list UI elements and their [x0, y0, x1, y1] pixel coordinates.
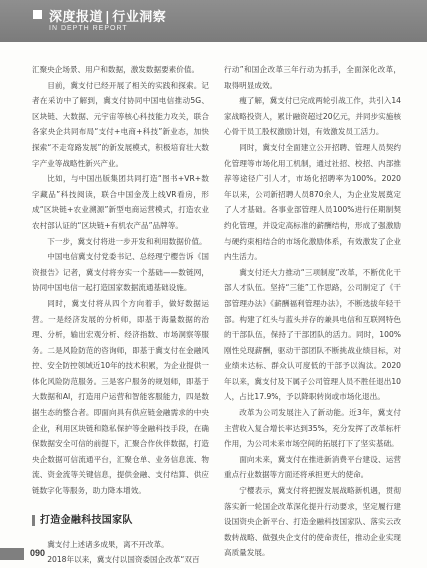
- paragraph: 宁樱表示，冀支付将把握发展战略新机遇，贯彻落实新一轮国企改革深化提升行动要求，坚定履行建设国资央企新平台、打造金融科技国家队、落实云改数转战略、做强央企支付的使命责任，推动企业实现高质量发展。: [224, 486, 401, 558]
- header-square-icon: [33, 10, 42, 19]
- header-subtitle: IN DEPTH REPORT: [49, 25, 128, 32]
- header-band: [0, 0, 427, 42]
- footer-square-icon: [0, 548, 24, 560]
- paragraph: 冀支付还大力推动“三项制度”改革，不断优化干部人才队伍。坚持“三能”工作思路，公司制定了《干部管理办法》《薪酬福利管理办法》，不断选拔年轻干部。构建了红头与蓝头并存的兼具电信和互联网特色的干部队伍，保持了干部团队的活力。同时，100%刚性兑现薪酬，驱动干部团队不断挑战业绩目标，对业绩未达标、群众认可度低的干部予以淘汰。2020年以来，冀支付及下属子公司管理人员不胜任退出10人，占比17.9%，予以降职转岗或市场化退出。: [224, 267, 401, 402]
- footer: [0, 546, 427, 566]
- page-number: 090: [30, 548, 46, 558]
- section-marker-icon: [32, 515, 35, 526]
- paragraph: 同时，冀支付将从四个方向着手，做好数据运营。一是经济发展的分析师，即基于海量数据的治理、分析，输出宏观分析、经济指数、市场洞察等服务。二是风险防范的咨询师，即基于冀支付在金融风控、安全防控领域近10年的技术积累，为企业提供一体化风险防范服务。三是客户服务的规划师，即基于大数据和AI，打造用户运营和智能客服能力，四是数据生态的整合者。即面向具有供应链金融需求的中央企业，利用区块链和隐私保护等金融科技手段，在确保数据安全可信的前提下，汇聚合作伙伴数据，打造央企数据可信流通平台，汇聚仓单、业务信息流、物流、资金流等关键信息，提供金融、支付结算、供应链数字化等服务，助力降本增效。: [32, 298, 209, 496]
- header-title: [49, 6, 166, 25]
- left-column-top-paragraphs: [32, 62, 209, 499]
- paragraph: 汇聚央企场景、用户和数据，激发数据要素价值。: [32, 65, 200, 74]
- right-column-paragraphs: [224, 62, 401, 561]
- paragraph: 中国电信冀支付党委书记、总经理宁樱告诉《国资报告》记者，冀支付将夯实一个基础——数链网，协同中国电信一起打造国家数据流通基础设施。: [32, 252, 209, 293]
- paragraph: 比如，与中国出版集团共同打造“图书+VR+数字藏品”科技阅读，联合中国金茂上线VR看房，形成“区块链+农业溯源”新型电商运营模式，打造农业农村部认证的“区块链+有机农产品”品牌等。: [32, 174, 209, 230]
- paragraph: 面向未来，冀支付在推进新消费平台建设、运营重点行业数据等方面还将承担更大的使命。: [224, 454, 401, 480]
- paragraph: 下一步，冀支付将进一步开发和利用数据价值。: [47, 236, 207, 246]
- paragraph: 冀支付上述诸多成果，离不开改革。: [47, 539, 169, 549]
- section-heading: [32, 513, 209, 529]
- paragraph: 同时，冀支付全面建立公开招聘、管理人员契约化管理等市场化用工机制，通过社招、校招、内部推荐等途径广引人才，市场化招聘率为100%。2020年以来，公司新招聘人员870余人，为企业发展奠定了人才基础。各事业部管理人员100%进行任期制契约化管理，并设定高标准的薪酬结构，形成了强激励与硬约束相结合的市场化激励体系，有效激发了企业内生活力。: [224, 142, 401, 262]
- paragraph: 2018年以来，冀支付以国资委国企改革“双百: [47, 555, 200, 565]
- header-section-left: 深度报道: [49, 10, 104, 25]
- left-column: [32, 62, 209, 568]
- paragraph: 改革为公司发展注入了新动能。近3年，冀支付主营收入复合增长率达到35%，充分发挥了改革标杆作用，为公司未来市场空间的拓展打下了坚实基础。: [224, 408, 401, 449]
- paragraph: 瘦了解，冀支付已完成两轮引战工作，共引入14家战略投资人，累计融资超过20亿元，并同步实施核心骨干员工股权激励计划，有效激发员工活力。: [224, 96, 401, 137]
- section-title: 打造金融科技国家队: [40, 514, 133, 526]
- right-column: [224, 62, 401, 561]
- header-section-right: 行业洞察: [112, 10, 167, 25]
- paragraph: 目前，冀支付已经开展了相关的实践和探索。记者在采访中了解到，冀支付协同中国电信推动5G、区块链、大数据、元宇宙等核心科技能力攻关，联合各家央企共同布局“支付+电商+科技”新业态，加快探索“不走弯路发展”的新发展模式，积极培育壮大数字产业等战略性新兴产业。: [32, 80, 209, 168]
- header-separator: |: [105, 10, 111, 25]
- paragraph: 行动”和国企改革三年行动为抓手，全面深化改革，取得明显成效。: [224, 65, 401, 90]
